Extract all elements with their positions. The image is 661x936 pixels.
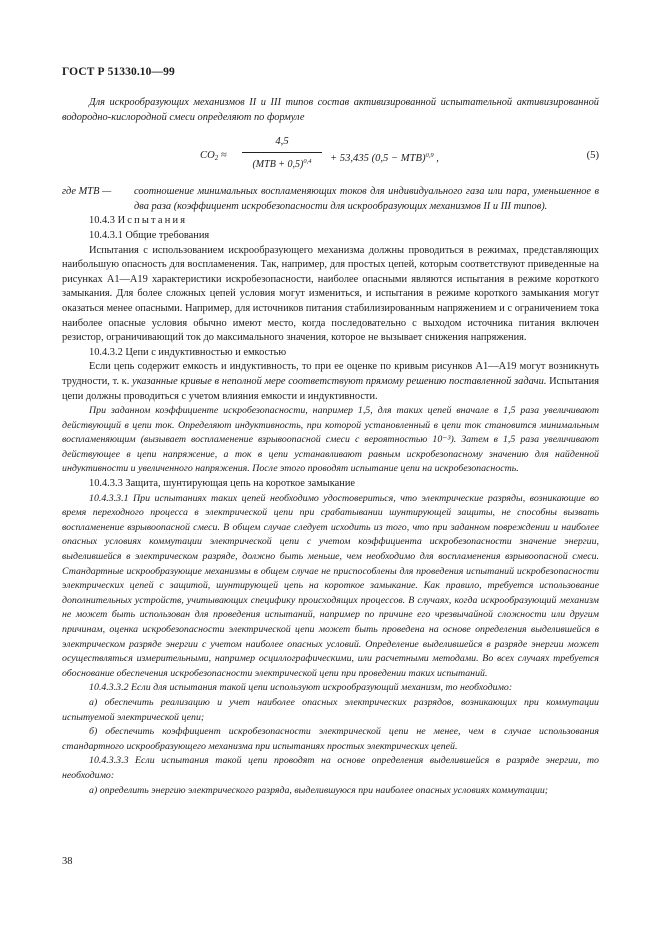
where-description: соотношение минимальных воспламеняющих токов для индивидуального газа или пара, уменьшенное в два раза (коэффициент искробезопасности для искрообразующих механизмов II и III типов).: [134, 186, 599, 212]
intro-paragraph: Для искрообразующих механизмов II и III типов состав активизированной испытательной активизированной водородно-кислородной смеси определяют по формуле: [62, 97, 599, 123]
list-item-a-energy: а) определить энергию электрического разряда, выделившуюся при наиболее опасных условиях коммутации;: [89, 784, 549, 796]
section-heading-10-4-3-3: 10.4.3.3 Защита, шунтирующая цепь на короткое замыкание: [89, 478, 355, 490]
where-definition: [62, 185, 599, 214]
formula-numerator: 4,5: [275, 136, 289, 148]
equation-number: (5): [586, 150, 599, 162]
document-header: ГОСТ Р 51330.10—99: [62, 66, 175, 78]
list-item-a: а) обеспечить реализацию и учет наиболее опасных электрических разрядов, возникающих при коммутации испытуемой электрической цепи;: [62, 696, 599, 723]
section-heading-10-4-3: 10.4.3 Испытания: [89, 215, 188, 227]
paragraph-safety-factor: При заданном коэффициенте искробезопасности, например 1,5, для таких цепей вначале в 1,5 раза увеличивают действующий в цепи ток. Определяют индуктивность, при которой установленный в цепи ток становится минимальным воспламеняющим (вызывает воспламенение взрывоопасной смеси с вероятностью 10⁻³). Затем в 1,5 раза увеличивают действующее в цепи напряжение, а ток в цепи устанавливают равным искробезопасному значению для найденной индуктивности и увеличенного напряжения. После этого проводят испытание цепи на искробезопасность.: [62, 405, 599, 475]
paragraph-general-requirements: Испытания с использованием искрообразующего механизма должны проводиться в режимах, представляющих наибольшую опасность для воспламенения. Так, например, для простых цепей, которым соответствуют приведенные на рисунках А1—А19 характеристики искробезопасности, наиболее опасными являются испытания в режиме короткого замыкания. Для более сложных цепей условия могут измениться, и испытания в режиме короткого замыкания могут оказаться менее опасными. Например, для источников питания стабилизированным напряжением и с ограничением тока наиболее опасные условия обычно имеют место, когда последовательно с выходом источника питания включен резистор, ограничивающий ток до максимального значения, которое не вызывает снижения напряжения.: [62, 244, 599, 344]
formula-5: [62, 131, 599, 181]
list-item-b: б) обеспечить коэффициент искробезопасности электрической цепи не менее, чем в случае использования стандартного искрообразующего механизма при испытаниях простых электрических цепей.: [62, 726, 599, 752]
page-number: 38: [62, 856, 73, 867]
formula-fraction: [238, 135, 326, 172]
section-heading-10-4-3-2: 10.4.3.2 Цепи с индуктивностью и емкостью: [89, 346, 287, 358]
formula-lhs: $CO_2$ ≈: [200, 150, 227, 163]
paragraph-inductance-capacitance: Если цепь содержит емкость и индуктивность, то при ее оценке по кривым рисунков А1—А19 могут возникнуть трудности, т. к. указанные кривые в неполной мере соответствуют прямому решению поставленной задачи. Испытания цепи должны проводиться с учетом влияния емкости и индуктивности.: [62, 361, 599, 402]
formula-rest: + 53,435 (0,5 − MTB)$^{0,9}$ ,: [330, 152, 439, 165]
document-body: [62, 96, 599, 798]
paragraph-10-4-3-3-1: 10.4.3.3.1 При испытаниях таких цепей необходимо удостовериться, что электрические разряды, возникающие во время переходного процесса в электрической цепи при срабатывании шунтирующей защиты, не способны вызвать воспламенение взрывоопасной смеси. В общем случае следует исходить из того, что при заданном повреждении и наиболее опасных условиях коммутации электрической цепи с учетом коэффициента искробезопасности значение энергии, выделившейся в электрическом разряде, должно быть меньше, чем необходимо для воспламенения взрывоопасной смеси. Стандартные искрообразующие механизмы в общем случае не приспособлены для проведения испытаний искробезопасности электрических цепей с защитой, шунтирующей цепь на короткое замыкание. Как правило, требуется использование дополнительных устройств, учитывающих специфику происходящих процессов. В случаях, когда искрообразующий механизм не может быть использован для проведения испытаний, например по причине его чрезвычайной сложности или другим причинам, оценка искробезопасности электрической цепи может быть проведена на основе определения выделившейся в электрическом разряде энергии с учетом наиболее опасных условий. Определение выделившейся в разряде энергии может осуществляться измерительными, например осциллографическими, или расчетными методами. Во всех случаях требуется обоснование обеспечения искробезопасности электрической цепи при проведении таких испытаний.: [62, 492, 599, 679]
section-heading-10-4-3-1: 10.4.3.1 Общие требования: [89, 229, 210, 241]
paragraph-10-4-3-3-3: 10.4.3.3.3 Если испытания такой цепи проводят на основе определения выделившейся в разряде энергии, то необходимо:: [62, 755, 599, 781]
formula-denominator: (MTB + 0,5)$^{0,4}$: [252, 157, 312, 170]
paragraph-10-4-3-3-2: 10.4.3.3.2 Если для испытания такой цепи используют искрообразующий механизм, то необходимо:: [89, 682, 513, 694]
where-term: где MTB —: [62, 186, 112, 198]
